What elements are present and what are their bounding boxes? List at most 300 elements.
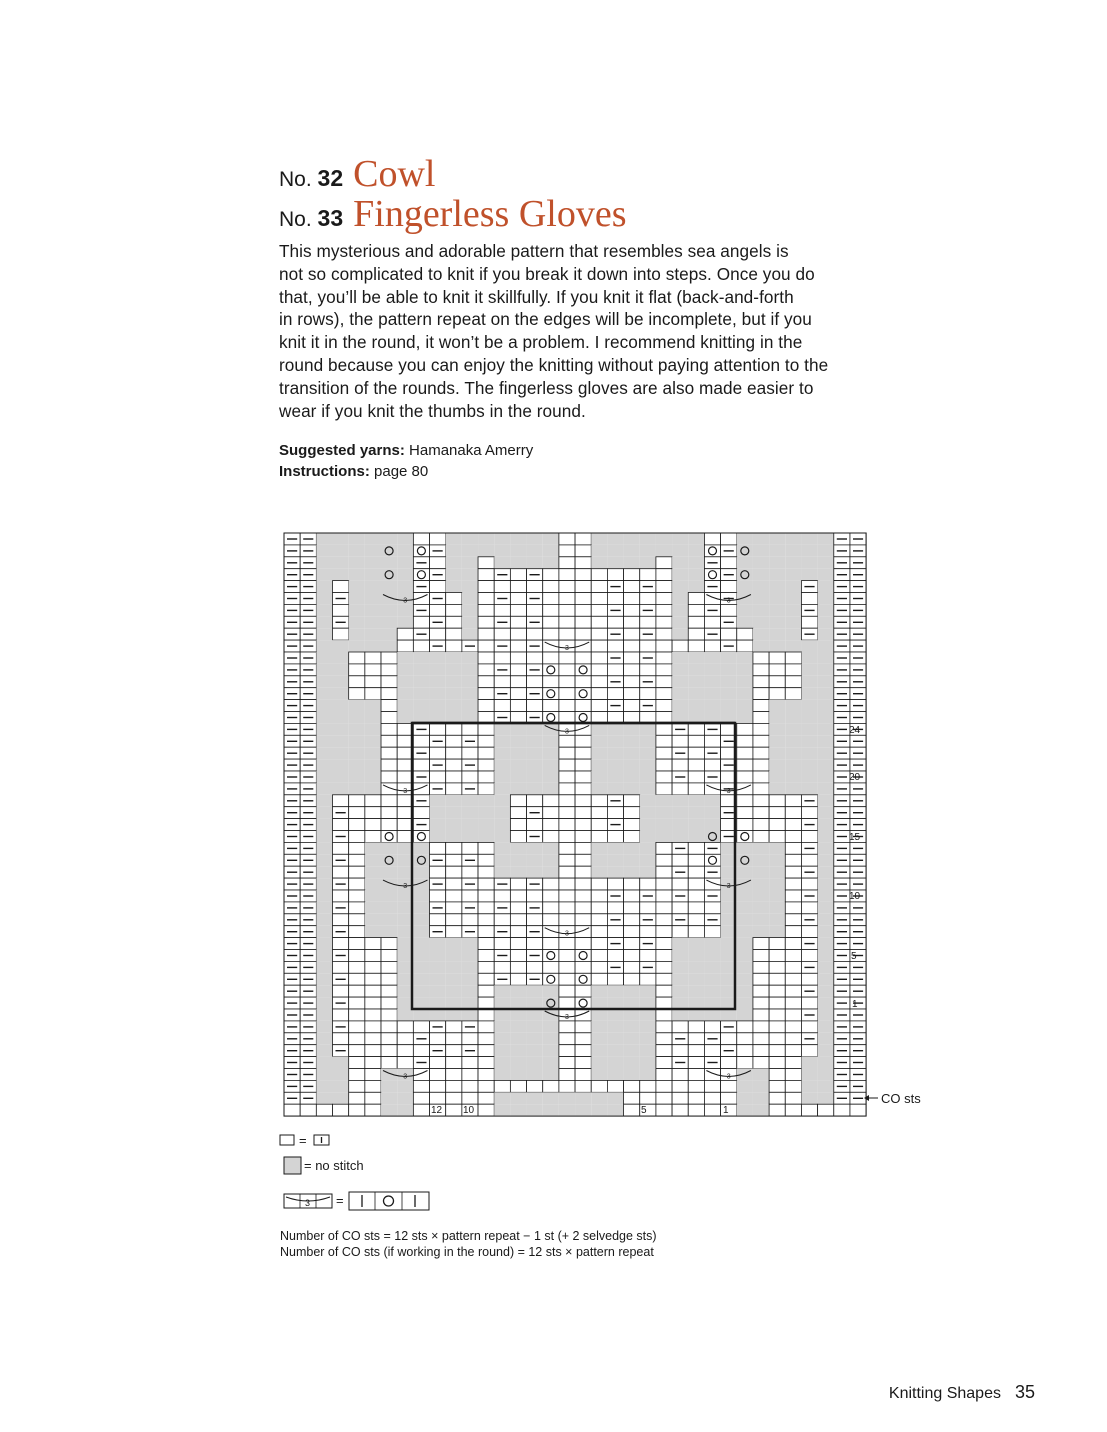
chart-cell (769, 593, 785, 605)
chart-cell (753, 807, 769, 819)
chart-cell (333, 545, 349, 557)
chart-cell (672, 640, 688, 652)
chart-cell (769, 902, 785, 914)
chart-cell (656, 640, 672, 652)
chart-cell (397, 1045, 413, 1057)
chart-cell (672, 950, 688, 962)
chart-cell (591, 640, 607, 652)
chart-cell (672, 973, 688, 985)
chart-cell (494, 652, 510, 664)
chart-cell (753, 640, 769, 652)
chart-cell (446, 1104, 462, 1116)
chart-cell (785, 700, 801, 712)
chart-cell (333, 842, 349, 854)
chart-cell (559, 902, 575, 914)
chart-cell (801, 807, 817, 819)
chart-cell (543, 961, 559, 973)
chart-cell (494, 628, 510, 640)
row-number: 15 (849, 832, 861, 843)
chart-cell (430, 842, 446, 854)
chart-cell (381, 1080, 397, 1092)
chart-cell (704, 926, 720, 938)
chart-cell (801, 950, 817, 962)
chart-cell (785, 1080, 801, 1092)
chart-cell (527, 581, 543, 593)
chart-cell (397, 640, 413, 652)
chart-cell (559, 676, 575, 688)
chart-cell (721, 533, 737, 545)
chart-cell (656, 938, 672, 950)
chart-cell (333, 866, 349, 878)
chart-cell (365, 914, 381, 926)
chart-cell (737, 1021, 753, 1033)
chart-cell (672, 1045, 688, 1057)
chart-cell (494, 676, 510, 688)
chart-cell (316, 771, 332, 783)
chart-cell (801, 902, 817, 914)
chart-cell (591, 604, 607, 616)
chart-cell (575, 545, 591, 557)
chart-cell (446, 723, 462, 735)
chart-cell (494, 700, 510, 712)
chart-cell (365, 1033, 381, 1045)
chart-cell (769, 735, 785, 747)
chart-cell (510, 545, 526, 557)
chart-cell (397, 545, 413, 557)
chart-cell (640, 557, 656, 569)
chart-cell (527, 557, 543, 569)
chart-cell (704, 640, 720, 652)
chart-cell (349, 664, 365, 676)
chart-cell (543, 1057, 559, 1069)
chart-cell (737, 676, 753, 688)
chart-cell (365, 723, 381, 735)
chart-cell (349, 533, 365, 545)
chart-cell (446, 676, 462, 688)
chart-cell (818, 628, 834, 640)
chart-cell (543, 735, 559, 747)
chart-cell (769, 914, 785, 926)
chart-cell (801, 997, 817, 1009)
chart-cell (624, 926, 640, 938)
chart-cell (446, 664, 462, 676)
chart-cell (591, 1080, 607, 1092)
chart-cell (785, 795, 801, 807)
chart-cell (591, 747, 607, 759)
chart-cell (624, 890, 640, 902)
chart-cell (381, 795, 397, 807)
chart-cell (316, 616, 332, 628)
chart-cell (349, 1092, 365, 1104)
chart-cell (640, 1080, 656, 1092)
chart-cell (575, 1033, 591, 1045)
chart-cell (527, 1104, 543, 1116)
svg-text:=: = (299, 1133, 307, 1148)
chart-cell (478, 1045, 494, 1057)
chart-cell (801, 759, 817, 771)
chart-cell (446, 545, 462, 557)
chart-cell (640, 807, 656, 819)
chart-cell (656, 1045, 672, 1057)
chart-cell (640, 1033, 656, 1045)
chart-cell (316, 783, 332, 795)
chart-cell (527, 985, 543, 997)
chart-cell (769, 1104, 785, 1116)
chart-cell (559, 1033, 575, 1045)
chart-cell (478, 842, 494, 854)
chart-cell (688, 961, 704, 973)
chart-cell (818, 961, 834, 973)
chart-cell (559, 688, 575, 700)
chart-cell (624, 1069, 640, 1081)
chart-cell (462, 533, 478, 545)
chart-cell (349, 854, 365, 866)
chart-cell (430, 950, 446, 962)
chart-cell (591, 842, 607, 854)
chart-cell (769, 1033, 785, 1045)
chart-cell (591, 676, 607, 688)
decrease-number: 3 (403, 597, 408, 605)
chart-cell (559, 545, 575, 557)
chart-cell (494, 1104, 510, 1116)
chart-cell (624, 676, 640, 688)
chart-cell (316, 866, 332, 878)
chart-cell (559, 890, 575, 902)
chart-cell (769, 1080, 785, 1092)
chart-cell (737, 938, 753, 950)
chart-cell (607, 807, 623, 819)
chart-cell (316, 1045, 332, 1057)
chart-cell (381, 676, 397, 688)
chart-cell (753, 1057, 769, 1069)
chart-cell (575, 1092, 591, 1104)
chart-cell (494, 533, 510, 545)
chart-cell (769, 569, 785, 581)
chart-cell (785, 747, 801, 759)
chart-cell (801, 723, 817, 735)
chart-cell (397, 557, 413, 569)
chart-cell (462, 688, 478, 700)
chart-cell (753, 1021, 769, 1033)
chart-cell (575, 771, 591, 783)
chart-cell (365, 1009, 381, 1021)
chart-cell (462, 664, 478, 676)
chart-cell (818, 533, 834, 545)
chart-cell (688, 854, 704, 866)
chart-cell (624, 771, 640, 783)
chart-cell (494, 1069, 510, 1081)
chart-cell (769, 545, 785, 557)
chart-cell (607, 831, 623, 843)
chart-cell (672, 700, 688, 712)
chart-cell (818, 557, 834, 569)
chart-cell (753, 723, 769, 735)
chart-cell (333, 700, 349, 712)
chart-cell (543, 604, 559, 616)
chart-cell (559, 533, 575, 545)
chart-cell (446, 878, 462, 890)
chart-cell (365, 1080, 381, 1092)
chart-cell (510, 902, 526, 914)
chart-cell (753, 795, 769, 807)
chart-cell (494, 1021, 510, 1033)
chart-cell (413, 950, 429, 962)
chart-cell (478, 938, 494, 950)
chart-cell (365, 593, 381, 605)
chart-cell (413, 866, 429, 878)
chart-cell (446, 819, 462, 831)
chart-cell (381, 664, 397, 676)
chart-cell (510, 735, 526, 747)
chart-cell (430, 890, 446, 902)
chart-cell (785, 997, 801, 1009)
chart-cell (446, 854, 462, 866)
chart-cell (494, 759, 510, 771)
chart-cell (430, 1033, 446, 1045)
chart-cell (640, 747, 656, 759)
chart-cell (656, 997, 672, 1009)
chart-cell (624, 1021, 640, 1033)
chart-cell (575, 557, 591, 569)
chart-cell (333, 664, 349, 676)
chart-cell (640, 664, 656, 676)
chart-cell (559, 961, 575, 973)
chart-cell (769, 759, 785, 771)
chart-cell (510, 961, 526, 973)
chart-cell (478, 997, 494, 1009)
chart-cell (769, 878, 785, 890)
pattern-title-text: Fingerless Gloves (353, 193, 627, 235)
chart-cell (737, 795, 753, 807)
chart-cell (349, 1021, 365, 1033)
chart-cell (818, 914, 834, 926)
chart-cell (704, 997, 720, 1009)
chart-cell (527, 854, 543, 866)
chart-cell (381, 688, 397, 700)
chart-cell (316, 973, 332, 985)
section-name: Knitting Shapes (888, 1385, 1001, 1402)
chart-cell (672, 807, 688, 819)
chart-cell (430, 652, 446, 664)
chart-cell (316, 604, 332, 616)
chart-cell (591, 688, 607, 700)
chart-cell (688, 914, 704, 926)
chart-cell (494, 997, 510, 1009)
chart-cell (818, 771, 834, 783)
chart-cell (688, 747, 704, 759)
chart-cell (543, 700, 559, 712)
chart-cell (365, 973, 381, 985)
chart-cell (333, 1080, 349, 1092)
chart-cell (801, 557, 817, 569)
chart-cell (462, 807, 478, 819)
chart-cell (591, 914, 607, 926)
chart-cell (656, 688, 672, 700)
chart-cell (769, 1021, 785, 1033)
chart-cell (446, 593, 462, 605)
chart-cell (656, 1092, 672, 1104)
chart-cell (737, 557, 753, 569)
chart-cell (413, 616, 429, 628)
chart-cell (656, 914, 672, 926)
chart-cell (607, 950, 623, 962)
chart-cell (478, 878, 494, 890)
chart-cell (413, 533, 429, 545)
chart-cell (607, 902, 623, 914)
chart-cell (753, 700, 769, 712)
chart-cell (494, 723, 510, 735)
chart-cell (510, 628, 526, 640)
chart-cell (510, 747, 526, 759)
chart-cell (365, 712, 381, 724)
chart-cell (656, 616, 672, 628)
chart-cell (316, 807, 332, 819)
chart-cell (349, 997, 365, 1009)
chart-cell (785, 973, 801, 985)
chart-cell (591, 1069, 607, 1081)
chart-cell (607, 1104, 623, 1116)
chart-cell (365, 545, 381, 557)
chart-cell (753, 771, 769, 783)
chart-cell (478, 831, 494, 843)
chart-cell (527, 759, 543, 771)
chart-cell (704, 652, 720, 664)
chart-cell (316, 854, 332, 866)
chart-cell (446, 771, 462, 783)
chart-cell (753, 1033, 769, 1045)
chart-cell (737, 973, 753, 985)
chart-cell (575, 866, 591, 878)
chart-cell (527, 1033, 543, 1045)
chart-cell (624, 664, 640, 676)
chart-cell (543, 533, 559, 545)
chart-cell (559, 1057, 575, 1069)
chart-cell (527, 1045, 543, 1057)
chart-cell (381, 1104, 397, 1116)
chart-cell (640, 842, 656, 854)
chart-cell (607, 866, 623, 878)
chart-cell (381, 1057, 397, 1069)
chart-cell (494, 747, 510, 759)
chart-cell (753, 926, 769, 938)
chart-cell (349, 866, 365, 878)
chart-cell (316, 557, 332, 569)
chart-cell (413, 985, 429, 997)
chart-cell (737, 997, 753, 1009)
chart-cell (349, 759, 365, 771)
chart-cell (527, 783, 543, 795)
chart-cell (624, 723, 640, 735)
chart-cell (624, 878, 640, 890)
chart-cell (349, 676, 365, 688)
chart-cell (801, 783, 817, 795)
chart-cell (624, 545, 640, 557)
chart-cell (656, 712, 672, 724)
chart-cell (672, 938, 688, 950)
chart-cell (559, 712, 575, 724)
chart-cell (478, 664, 494, 676)
chart-cell (413, 914, 429, 926)
decrease-number: 3 (565, 728, 569, 736)
column-number: 10 (463, 1105, 475, 1116)
decrease-number: 3 (565, 1013, 569, 1021)
legend-decrease (284, 1192, 429, 1210)
svg-text:3: 3 (305, 1198, 311, 1208)
chart-cell (365, 1069, 381, 1081)
chart-cell (381, 1045, 397, 1057)
chart-cell (527, 735, 543, 747)
chart-cell (381, 771, 397, 783)
chart-cell (624, 997, 640, 1009)
chart-cell (688, 545, 704, 557)
chart-cell (559, 759, 575, 771)
chart-cell (737, 688, 753, 700)
chart-cell (704, 950, 720, 962)
chart-cell (494, 961, 510, 973)
chart-cell (510, 604, 526, 616)
chart-cell (607, 664, 623, 676)
chart-cell (365, 961, 381, 973)
chart-cell (510, 1021, 526, 1033)
chart-cell (672, 569, 688, 581)
chart-cell (349, 973, 365, 985)
cast-on-label: CO sts (881, 1091, 921, 1106)
chart-cell (607, 783, 623, 795)
chart-cell (575, 961, 591, 973)
chart-cell (527, 1069, 543, 1081)
chart-cell (510, 783, 526, 795)
chart-cell (462, 712, 478, 724)
chart-cell (510, 914, 526, 926)
chart-cell (365, 569, 381, 581)
chart-cell (510, 1009, 526, 1021)
chart-cell (316, 961, 332, 973)
chart-cell (365, 628, 381, 640)
chart-cell (640, 902, 656, 914)
chart-cell (753, 783, 769, 795)
chart-cell (721, 664, 737, 676)
chart-cell (672, 664, 688, 676)
chart-cell (413, 735, 429, 747)
chart-cell (462, 581, 478, 593)
chart-cell (785, 533, 801, 545)
chart-cell (737, 1080, 753, 1092)
chart-cell (446, 712, 462, 724)
chart-cell (413, 961, 429, 973)
chart-cell (801, 676, 817, 688)
chart-cell (478, 759, 494, 771)
chart-cell (510, 569, 526, 581)
chart-cell (365, 902, 381, 914)
chart-cell (365, 819, 381, 831)
chart-cell (316, 759, 332, 771)
chart-cell (333, 688, 349, 700)
chart-cell (607, 712, 623, 724)
chart-cell (704, 688, 720, 700)
chart-cell (769, 795, 785, 807)
chart-cell (413, 1080, 429, 1092)
chart-cell (446, 759, 462, 771)
chart-cell (688, 628, 704, 640)
chart-cell (349, 640, 365, 652)
chart-cell (672, 926, 688, 938)
chart-cell (316, 1021, 332, 1033)
chart-cell (753, 866, 769, 878)
chart-cell (591, 973, 607, 985)
pattern-number-label: No. 32 (279, 165, 344, 191)
chart-cell (818, 1057, 834, 1069)
chart-cell (785, 938, 801, 950)
